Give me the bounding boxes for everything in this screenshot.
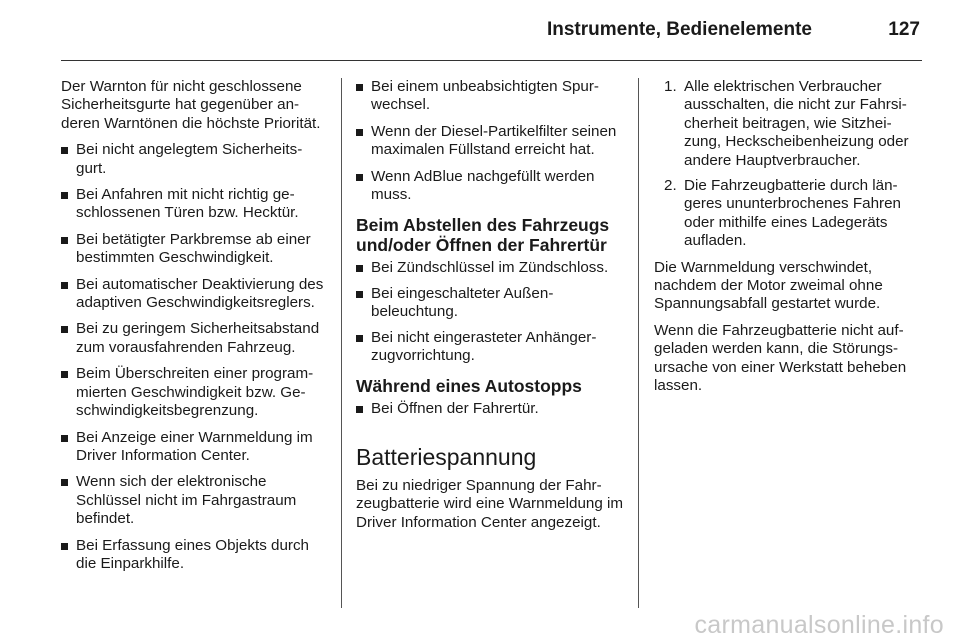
list-item-text: Bei nicht angelegtem Sicherheitsgurt. [76, 141, 303, 177]
list-item [356, 123, 624, 160]
list-item-text: Bei Anzeige einer Warnmeldung im Driver Information Center. [76, 428, 313, 464]
list-item [61, 320, 327, 357]
bullet-list-parking [356, 259, 624, 365]
square-bullet-icon [61, 543, 68, 550]
list-item-text: Bei Öffnen der Fahrertür. [371, 400, 539, 418]
list-item [356, 259, 624, 277]
list-item [356, 329, 624, 366]
column-3 [654, 78, 922, 404]
square-bullet-icon [61, 237, 68, 244]
list-item-text: Bei Erfassung eines Objekts durch die Einparkhilfe. [76, 536, 309, 572]
square-bullet-icon [356, 406, 363, 413]
square-bullet-icon [356, 335, 363, 342]
list-item [356, 285, 624, 322]
header-title: Instrumente, Bedienelemente [546, 19, 812, 40]
list-item [61, 365, 327, 420]
list-item-text: Bei betätigter Parkbremse ab einer bestimmten Geschwindigkeit. [76, 230, 311, 267]
list-item [61, 473, 327, 528]
bullet-list-continued [356, 78, 624, 204]
list-item-text: Bei einem unbeabsichtigten Spurwechsel. [371, 78, 599, 114]
list-item [356, 400, 624, 418]
list-item-text: Wenn AdBlue nachgefüllt werden muss. [371, 167, 595, 204]
section-title: Batteriespannung [356, 443, 537, 470]
list-item-text: Wenn der Diesel-Partikelfilter seinen maximalen Füllstand erreicht hat. [371, 122, 617, 159]
numbered-steps [654, 78, 922, 251]
square-bullet-icon [356, 265, 363, 272]
column-divider [638, 78, 639, 608]
watermark: carmanualsonline.info [694, 611, 944, 639]
step-item [654, 177, 922, 251]
square-bullet-icon [61, 479, 68, 486]
list-item [61, 537, 327, 574]
column-2 [356, 78, 624, 540]
square-bullet-icon [356, 174, 363, 181]
step-text: Die Fahrzeugbatterie durch längeres ununterbrochenes Fahren oder mithilfe eines Ladegeräts aufladen. [684, 177, 901, 250]
square-bullet-icon [61, 192, 68, 199]
column-1 [61, 78, 327, 581]
square-bullet-icon [61, 147, 68, 154]
page-number: 127 [888, 19, 920, 40]
subheading-parking: Beim Abstellen des Fahrzeugs und/oder Öffnen der Fahrertür [356, 215, 610, 256]
list-item [356, 168, 624, 205]
list-item [356, 78, 624, 115]
square-bullet-icon [61, 326, 68, 333]
list-item-text: Bei automatischer Deaktivierung des adaptiven Geschwindigkeitsreglers. [76, 275, 324, 312]
bullet-list-autostop [356, 400, 624, 418]
list-item [61, 231, 327, 268]
list-item-text: Bei eingeschalteter Außenbeleuchtung. [371, 284, 554, 321]
bullet-list-seatbelt [61, 141, 327, 573]
subheading-autostop: Während eines Autostopps [356, 376, 582, 397]
square-bullet-icon [356, 291, 363, 298]
square-bullet-icon [61, 371, 68, 378]
paragraph: Die Warnmeldung verschwindet, nachdem der Motor zweimal ohne Spannungsabfall gestartet wurde. [654, 258, 883, 313]
list-item [61, 141, 327, 178]
list-item [61, 186, 327, 223]
square-bullet-icon [61, 435, 68, 442]
list-item-text: Bei Anfahren mit nicht richtig geschlossenen Türen bzw. Hecktür. [76, 186, 299, 222]
list-item-text: Bei zu geringem Sicherheitsabstand zum vorausfahrenden Fahrzeug. [76, 320, 320, 356]
header-rule [61, 60, 922, 61]
paragraph: Wenn die Fahrzeugbatterie nicht aufgeladen werden kann, die Störungsursache von einer Werkstatt beheben lassen. [654, 321, 907, 395]
step-item [654, 78, 922, 170]
section-paragraph: Bei zu niedriger Spannung der Fahrzeugbatterie wird eine Warnmeldung im Driver Information Center angezeigt. [356, 476, 624, 531]
list-item-text: Wenn sich der elektronische Schlüssel nicht im Fahrgastraum befindet. [76, 473, 297, 528]
intro-paragraph: Der Warnton für nicht geschlossene Sicherheitsgurte hat gegenüber anderen Warntönen die höchste Priorität. [61, 78, 321, 132]
step-number: 1. [664, 78, 677, 95]
step-text: Alle elektrischen Verbraucher ausschalten, die nicht zur Fahrsicherheit beitragen, wie Sitzheizung, Heckscheibenheizung oder andere Hauptverbraucher. [684, 78, 909, 169]
column-divider [341, 78, 342, 608]
square-bullet-icon [61, 282, 68, 289]
list-item-text: Bei nicht eingerasteter Anhängerzugvorrichtung. [371, 328, 597, 365]
square-bullet-icon [356, 129, 363, 136]
list-item [61, 276, 327, 313]
square-bullet-icon [356, 84, 363, 91]
step-number: 2. [664, 177, 677, 195]
list-item [61, 429, 327, 466]
list-item-text: Beim Überschreiten einer programmierten Geschwindigkeit bzw. Geschwindigkeitsbegrenzung. [76, 365, 314, 420]
list-item-text: Bei Zündschlüssel im Zündschloss. [371, 259, 609, 277]
